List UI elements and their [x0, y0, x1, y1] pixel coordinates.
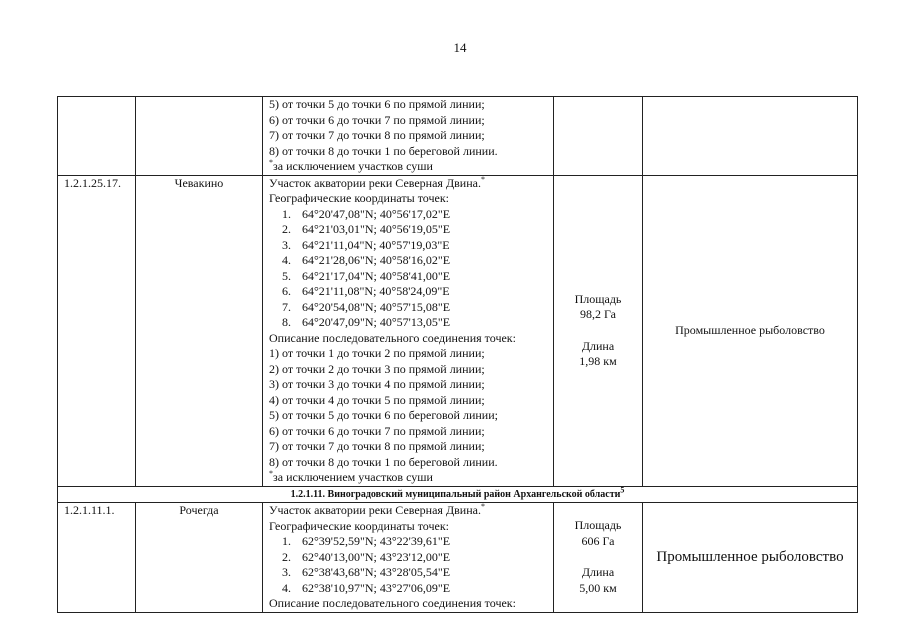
use-cell: Промышленное рыболовство [643, 175, 858, 486]
connection-line: 5) от точки 5 до точки 6 по береговой линии; [269, 408, 498, 422]
parameters-cell [554, 503, 643, 613]
connection-line: 2) от точки 2 до точки 3 по прямой линии; [269, 361, 485, 376]
coordinate-item: 3. 64°21'11,04"N; 40°57'19,03"E [282, 237, 450, 252]
connection-line: 6) от точки 6 до точки 7 по прямой линии; [269, 112, 485, 127]
coordinate-item: 1. 64°20'47,08"N; 40°56'17,02"E [282, 206, 451, 221]
length-value: 1,98 км [579, 354, 617, 368]
coordinate-item: 3. 62°38'43,68"N; 43°28'05,54"E [282, 565, 451, 579]
footnote-mark: * [269, 469, 273, 478]
area-label: Площадь [574, 518, 622, 533]
name-cell [136, 97, 263, 176]
connection-line: 3) от точки 3 до точки 4 по прямой линии; [269, 377, 485, 391]
connection-line: 1) от точки 1 до точки 2 по прямой линии; [269, 346, 485, 360]
connection-heading: Описание последовательного соединения точек: [269, 596, 516, 610]
connection-line: 5) от точки 5 до точки 6 по прямой линии; [269, 97, 485, 111]
use-cell: Промышленное рыболовство [643, 503, 858, 613]
area-title: Участок акватории реки Северная Двина.* [269, 174, 485, 190]
area-title: Участок акватории реки Северная Двина.* [269, 502, 485, 517]
connection-line: 8) от точки 8 до точки 1 по береговой линии. [269, 454, 498, 469]
table-row [58, 97, 858, 176]
row-number: 1.2.1.25.17. [58, 175, 136, 486]
exclusion-note: *за исключением участков суши [269, 469, 433, 484]
table-row [58, 175, 858, 486]
area-label: Площадь [574, 291, 622, 306]
connection-heading: Описание последовательного соединения точек: [269, 330, 516, 345]
coordinate-item: 2. 64°21'03,01"N; 40°56'19,05"E [282, 222, 451, 236]
length-label: Длина [581, 338, 615, 353]
parameters-cell [554, 97, 643, 176]
footnote-mark: * [269, 158, 273, 167]
connection-line: 7) от точки 7 до точки 8 по прямой линии; [269, 439, 485, 453]
connection-line: 7) от точки 7 до точки 8 по прямой линии; [269, 128, 485, 142]
area-name: Чевакино [136, 175, 263, 486]
area-value: 98,2 Га [580, 307, 616, 321]
connection-line: 8) от точки 8 до точки 1 по береговой линии. [269, 143, 498, 158]
number-cell [58, 97, 136, 176]
coords-heading: Географические координаты точек: [269, 191, 449, 205]
description-cell [263, 503, 554, 613]
coordinate-item: 6. 64°21'11,08"N; 40°58'24,09"E [282, 284, 450, 298]
coordinate-item: 1. 62°39'52,59"N; 43°22'39,61"E [282, 534, 451, 548]
page-number: 14 [453, 40, 467, 55]
coordinate-item: 4. 62°38'10,97"N; 43°27'06,09"E [282, 580, 451, 595]
description-cell [263, 97, 554, 176]
footnote-mark: * [480, 502, 485, 511]
length-label: Длина [581, 565, 615, 580]
coordinate-item: 4. 64°21'28,06"N; 40°58'16,02"E [282, 253, 451, 267]
coords-heading: Географические координаты точек: [269, 518, 449, 533]
description-cell [263, 175, 554, 486]
row-number: 1.2.1.11.1. [58, 503, 136, 613]
coordinate-item: 5. 64°21'17,04"N; 40°58'41,00"E [282, 268, 451, 283]
parameters-cell [554, 175, 643, 486]
footnote-mark: 5 [620, 485, 625, 495]
section-header: 1.2.1.11. Виноградовский муниципальный район Архангельской области$^5$ [58, 486, 858, 503]
coordinate-item: 8. 64°20'47,09"N; 40°57'13,05"E [282, 315, 451, 329]
coordinate-item: 7. 64°20'54,08"N; 40°57'15,08"E [282, 299, 451, 314]
water-areas-table [57, 96, 858, 613]
length-value: 5,00 км [579, 580, 617, 595]
exclusion-note: *за исключением участков суши [269, 158, 433, 173]
area-name: Рочегда [136, 503, 263, 613]
coordinate-item: 2. 62°40'13,00"N; 43°23'12,00"E [282, 549, 451, 564]
connection-line: 4) от точки 4 до точки 5 по прямой линии; [269, 392, 485, 407]
use-cell [643, 97, 858, 176]
footnote-mark: * [480, 174, 485, 184]
section-header-row [58, 486, 858, 503]
connection-line: 6) от точки 6 до точки 7 по прямой линии; [269, 423, 485, 438]
area-value: 606 Га [581, 533, 615, 548]
table-row [58, 503, 858, 613]
